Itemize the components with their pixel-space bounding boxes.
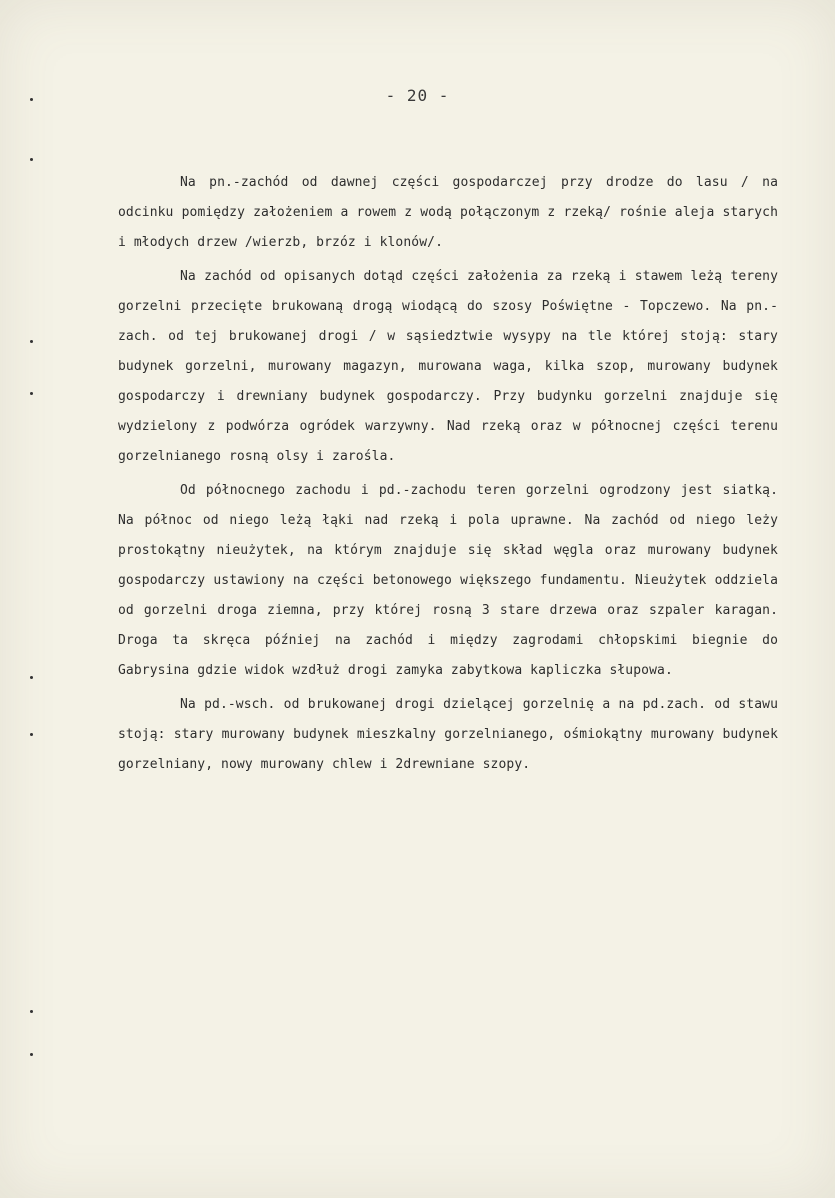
paragraph: Na pn.-zachód od dawnej części gospodarczej przy drodze do lasu / na odcinku pomiędzy założeniem a rowem z wodą połączonym z rzeką/ rośnie aleja starych i młodych drzew /wierzb, brzóz i klonów/. [118,175,778,250]
paragraph: Na pd.-wsch. od brukowanej drogi dzielącej gorzelnię a na pd.zach. od stawu stoją: stary murowany budynek mieszkalny gorzelnianego, ośmiokątny murowany budynek gorzelniany, nowy murowany chlew i 2drewniane szopy. [118,697,778,772]
margin-punch-mark [30,1053,33,1056]
margin-punch-mark [30,676,33,679]
body-text [118,168,778,784]
margin-punch-mark [30,340,33,343]
paragraph: Na zachód od opisanych dotąd części założenia za rzeką i stawem leżą tereny gorzelni przecięte brukowaną drogą wiodącą do szosy Poświętne - Topczewo. Na pn.-zach. od tej brukowanej drogi / w sąsiedztwie wysypy na tle której stoją: stary budynek gorzelni, murowany magazyn, murowana waga, kilka szop, murowany budynek gospodarczy i drewniany budynek gospodarczy. Przy budynku gorzelni znajduje się wydzielony z podwórza ogródek warzywny. Nad rzeką oraz w północnej części terenu gorzelnianego rosną olsy i zarośla. [118,269,778,464]
margin-punch-mark [30,1010,33,1013]
margin-punch-mark [30,733,33,736]
margin-punch-mark [30,158,33,161]
margin-punch-mark [30,392,33,395]
paragraph: Od północnego zachodu i pd.-zachodu teren gorzelni ogrodzony jest siatką. Na północ od niego leżą łąki nad rzeką i pola uprawne. Na zachód od niego leży prostokątny nieużytek, na którym znajduje się skład węgla oraz murowany budynek gospodarczy ustawiony na części betonowego większego fundamentu. Nieużytek oddziela od gorzelni droga ziemna, przy której rosną 3 stare drzewa oraz szpaler karagan. Droga ta skręca później na zachód i między zagrodami chłopskimi biegnie do Gabrysina gdzie widok wzdłuż drogi zamyka zabytkowa kapliczka słupowa. [118,483,778,678]
margin-punch-mark [30,98,33,101]
page-number: - 20 - [385,86,450,105]
